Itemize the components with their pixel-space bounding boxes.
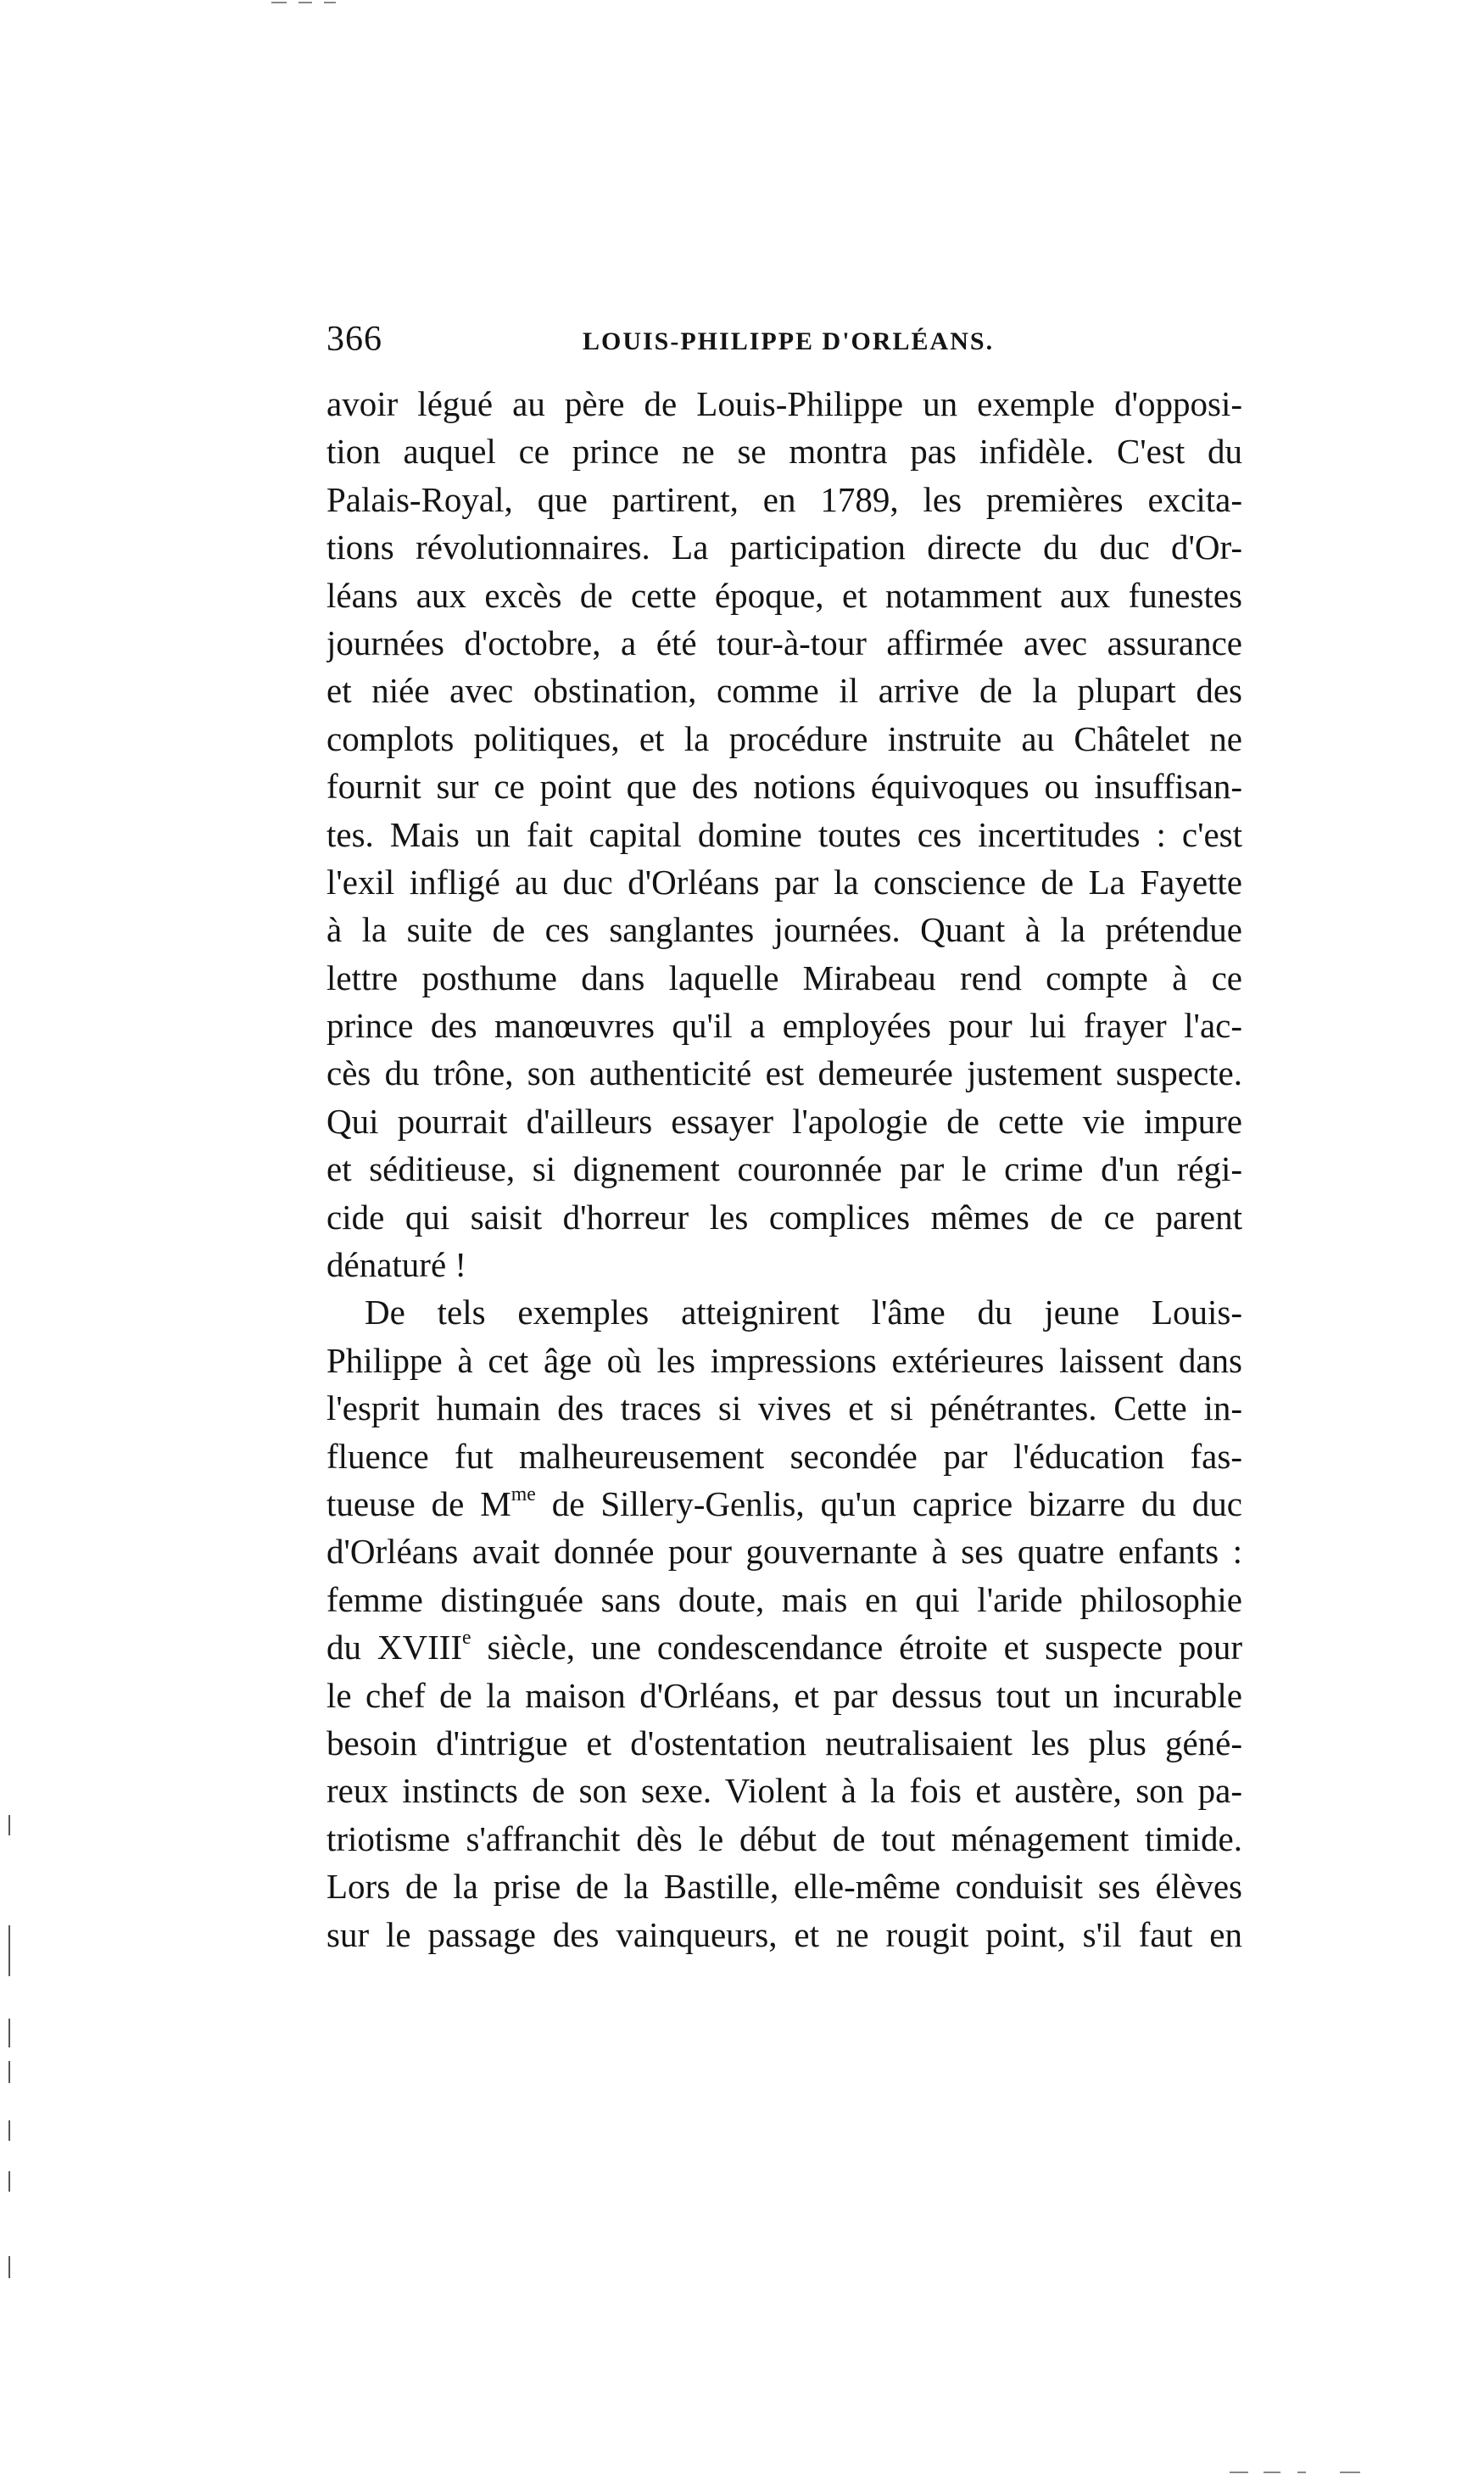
text-line: triotisme s'affranchit dès le début de tout ménagement timide. xyxy=(326,1818,1242,1858)
text-line: prince des manœuvres qu'il a employées pour lui frayer l'ac- xyxy=(326,1006,1242,1046)
text-line: l'esprit humain des traces si vives et si pénétrantes. Cette in- xyxy=(326,1388,1242,1428)
text-line: De tels exemples atteignirent l'âme du jeune Louis- xyxy=(365,1293,1242,1332)
text-line: tions révolutionnaires. La participation directe du duc d'Or- xyxy=(326,528,1242,567)
text-line: léans aux excès de cette époque, et notamment aux funestes xyxy=(326,575,1242,615)
text-line: Lors de la prise de la Bastille, elle-même conduisit ses élèves xyxy=(326,1867,1242,1907)
text-line: Qui pourrait d'ailleurs essayer l'apologie de cette vie impure xyxy=(326,1101,1242,1141)
text-segment: du XVIII xyxy=(326,1628,463,1667)
text-line: l'exil infligé au duc d'Orléans par la conscience de La Fayette xyxy=(326,862,1242,902)
running-title: LOUIS-PHILIPPE D'ORLÉANS. xyxy=(583,327,995,355)
scan-edge-marks-top xyxy=(271,0,373,5)
text-line: cide qui saisit d'horreur les complices mêmes de ce parent xyxy=(326,1197,1242,1237)
text-line: avoir légué au père de Louis-Philippe un exemple d'opposi- xyxy=(326,384,1242,423)
text-line: fluence fut malheureusement secondée par l'éducation fas- xyxy=(326,1436,1242,1476)
page-header xyxy=(326,319,1242,370)
scan-edge-marks-left xyxy=(7,1815,24,2324)
text-line: femme distinguée sans doute, mais en qui l'aride philosophie xyxy=(326,1579,1242,1619)
text-line: Palais-Royal, que partirent, en 1789, les premières excita- xyxy=(326,479,1242,519)
text-segment: siècle, une condescendance étroite et suspecte pour xyxy=(471,1628,1242,1667)
text-line: sur le passage des vainqueurs, et ne rougit point, s'il faut en xyxy=(326,1914,1242,1954)
scan-edge-marks-bottom xyxy=(1230,2470,1484,2475)
paragraph-2 xyxy=(326,1288,1242,1958)
body-text xyxy=(326,380,1242,1958)
text-line: lettre posthume dans laquelle Mirabeau rend compte à ce xyxy=(326,958,1242,997)
text-line: et niée avec obstination, comme il arrive de la plupart des xyxy=(326,671,1242,711)
text-line: le chef de la maison d'Orléans, et par dessus tout un incurable xyxy=(326,1675,1242,1715)
text-line: reux instincts de son sexe. Violent à la fois et austère, son pa- xyxy=(326,1771,1242,1811)
text-line: tion auquel ce prince ne se montra pas infidèle. C'est du xyxy=(326,432,1242,472)
text-line: dénaturé ! xyxy=(326,1245,467,1285)
text-line: et séditieuse, si dignement couronnée par le crime d'un régi- xyxy=(326,1149,1242,1189)
text-line xyxy=(326,1480,1242,1528)
text-segment: tueuse de M xyxy=(326,1483,511,1523)
superscript: me xyxy=(510,1483,536,1506)
text-line: besoin d'intrigue et d'ostentation neutralisaient les plus géné- xyxy=(326,1723,1242,1762)
text-line: Philippe à cet âge où les impressions extérieures laissent dans xyxy=(326,1340,1242,1380)
page-number: 366 xyxy=(326,320,382,359)
text-segment: de Sillery-Genlis, qu'un caprice bizarre du duc xyxy=(535,1483,1242,1523)
text-line: complots politiques, et la procédure instruite au Châtelet ne xyxy=(326,718,1242,758)
paragraph-1 xyxy=(326,380,1242,1288)
superscript: e xyxy=(462,1627,471,1650)
text-line: à la suite de ces sanglantes journées. Quant à la prétendue xyxy=(326,910,1242,950)
text-line: d'Orléans avait donnée pour gouvernante à ses quatre enfants : xyxy=(326,1532,1242,1572)
text-line: fournit sur ce point que des notions équivoques ou insuffisan- xyxy=(326,767,1242,807)
text-line xyxy=(326,1623,1242,1671)
text-line: tes. Mais un fait capital domine toutes ces incertitudes : c'est xyxy=(326,814,1242,854)
text-line: cès du trône, son authenticité est demeurée justement suspecte. xyxy=(326,1053,1242,1093)
text-line: journées d'octobre, a été tour-à-tour affirmée avec assurance xyxy=(326,623,1242,662)
